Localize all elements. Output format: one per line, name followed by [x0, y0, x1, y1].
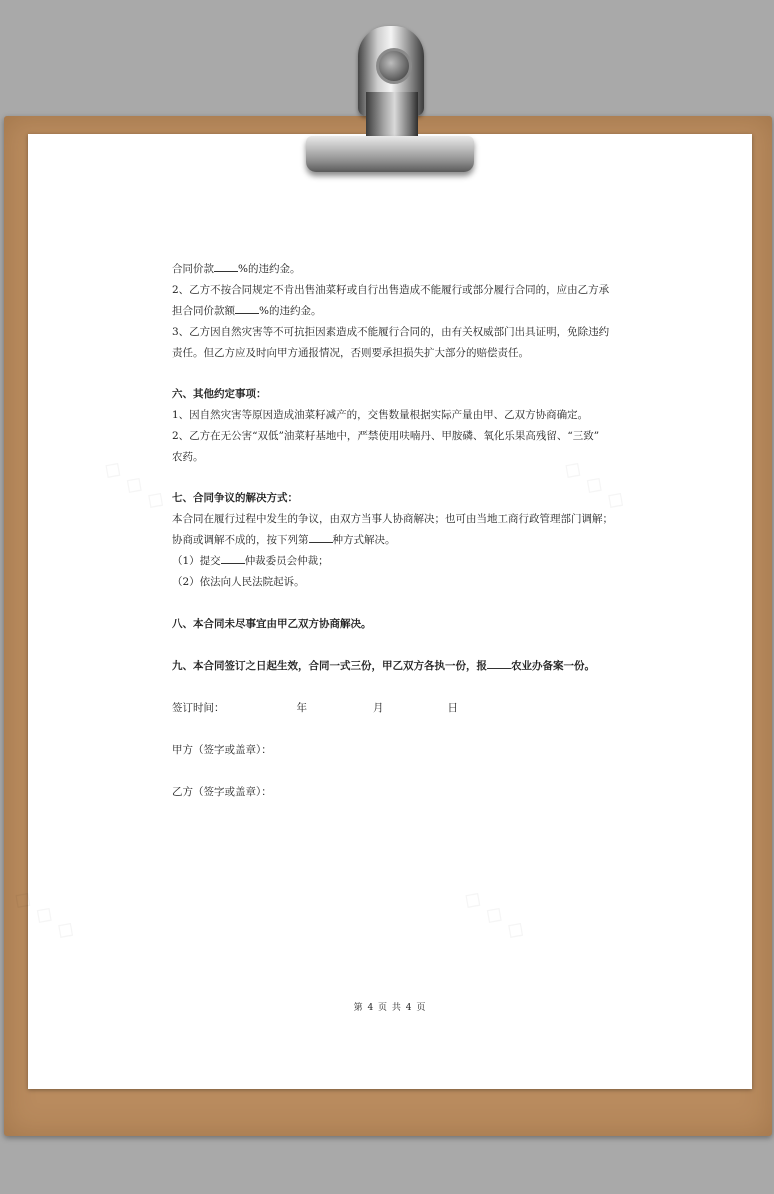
section-heading-7: 七、合同争议的解决方式：: [172, 492, 298, 504]
party-a-signature: 甲方（签字或盖章）：: [172, 744, 272, 756]
page-footer: 第 4 页 共 4 页: [353, 1003, 427, 1013]
text-line: （1）提交 仲裁委员会仲裁；: [172, 555, 329, 567]
section-heading-9: 九、本合同签订之日起生效，合同一式三份，甲乙双方各执一份，报 农业办备案一份。: [172, 660, 595, 672]
binder-clip-neck: [366, 92, 418, 136]
text-line: （2）依法向人民法院起诉。: [172, 576, 305, 588]
blank-field: [309, 532, 333, 543]
blank-field: [235, 303, 259, 314]
blank-field: [214, 261, 238, 272]
text-line: 责任。但乙方应及时向甲方通报情况，否则要承担损失扩大部分的赔偿责任。: [172, 347, 529, 359]
day-label: 日: [447, 702, 458, 714]
section-heading-6: 六、其他约定事项：: [172, 388, 267, 400]
contract-text: [172, 259, 612, 803]
text-line: 农药。: [172, 451, 204, 463]
year-label: 年: [296, 702, 307, 714]
text-line: 2、乙方在无公害“双低”油菜籽基地中，严禁使用呋喃丹、甲胺磷、氧化乐果高残留、“三致”: [172, 430, 600, 442]
text-line: 担合同价款额 %的违约金。: [172, 305, 322, 317]
text-line: 2、乙方不按合同规定不肯出售油菜籽或自行出售造成不能履行或部分履行合同的，应由乙方承: [172, 284, 610, 296]
blank-field: [221, 553, 245, 564]
binder-clip-hole: [376, 48, 412, 84]
section-heading-8: 八、本合同未尽事宜由甲乙双方协商解决。: [172, 618, 372, 630]
text-line: 1、因自然灾害等原因造成油菜籽减产的，交售数量根据实际产量由甲、乙双方协商确定。: [172, 409, 589, 421]
blank-field: [487, 658, 511, 669]
text-line: 3、乙方因自然灾害等不可抗拒因素造成不能履行合同的，由有关权威部门出具证明，免除违约: [172, 326, 610, 338]
party-b-signature: 乙方（签字或盖章）：: [172, 786, 272, 798]
sign-date-line: 签订时间： 年 月 日: [172, 702, 458, 714]
text-line: 本合同在履行过程中发生的争议，由双方当事人协商解决；也可由当地工商行政管理部门调解；: [172, 513, 613, 525]
binder-clip-plate: [306, 136, 474, 172]
text-line: 协商或调解不成的，按下列第 种方式解决。: [172, 534, 396, 546]
text-line: 合同价款 %的违约金。: [172, 263, 301, 275]
month-label: 月: [373, 702, 384, 714]
